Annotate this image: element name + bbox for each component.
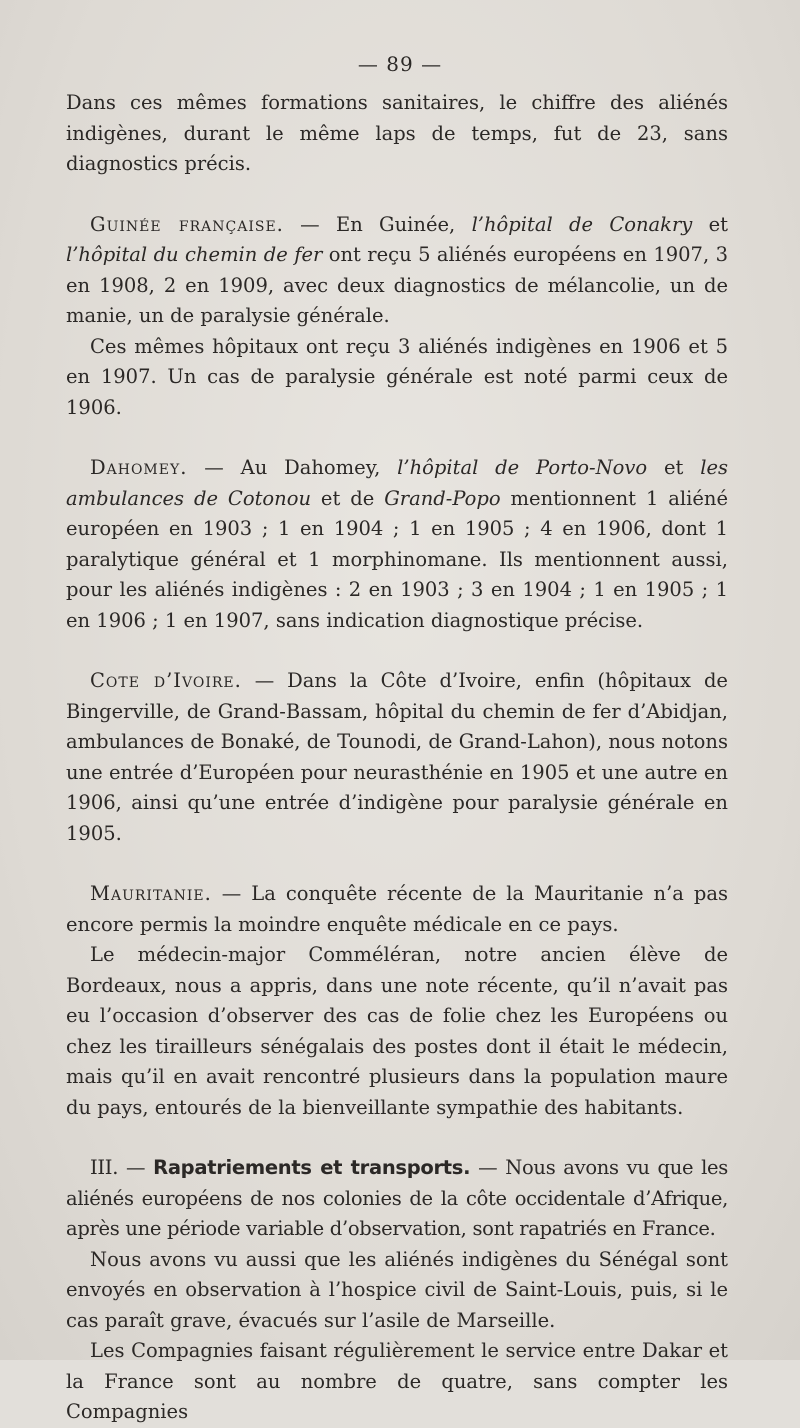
text-run: mentionnent 1 aliéné européen en 1903 ; 1 en 1904 ; 1 en 1905 ; 4 en 1906, dont 1 paralytique général et 1 morphinomane. Ils mentionnent aussi, pour les aliénés indigènes : 2 en 1903 ; 3 en 1904 ; 1 en 1905 ; 1 en 1906 ; 1 en 1907, sans indication diagnostique précise. [66, 486, 729, 632]
paragraph-guinee-indigenes: Ces mêmes hôpitaux ont reçu 3 aliénés indigènes en 1906 et 5 en 1907. Un cas de paralysie générale est noté parmi ceux de 1906. [66, 334, 728, 419]
section-number: III. — [90, 1156, 154, 1179]
section-heading-guinee: Guinée française. [90, 212, 284, 236]
section-title-rapatriements: Rapatriements et transports. [153, 1156, 471, 1179]
text-run: — Dans la Côte d’Ivoire, enfin (hôpitaux de Bingerville, de Grand-Bassam, hôpital du chemin de fer d’Abidjan, ambulances de Bonaké, de Tounodi, de Grand-Lahon), nous notons une entrée d’Européen pour neurasthénie en 1905 et une autre en 1906, ainsi qu’une entrée d’indigène pour paralysie générale en 1905. [66, 669, 728, 845]
text-run: — La conquête récente de la Mauritanie n’a pas encore permis la moindre enquête médicale en ce pays. [66, 882, 728, 936]
text-run: — Nous avons vu que les aliénés européens de nos colonies de la côte occidentale d’Afrique, après une période variable d’observation, sont rapatriés en France. [66, 1156, 728, 1240]
text-run: et de [311, 486, 385, 510]
italic-ambulances-cotonou: les ambulances de Cotonou [66, 456, 729, 510]
text-run: — En Guinée, [283, 212, 472, 236]
text-run: et [692, 212, 728, 236]
paragraph-mauritanie [66, 879, 728, 940]
paragraph-dahomey [66, 453, 728, 636]
paragraph-cote-ivoire [66, 666, 728, 849]
text-run: ont reçu 5 aliénés européens en 1907, 3 en 1908, 2 en 1909, avec deux diagnostics de mélancolie, un de manie, un de paralysie générale. [66, 243, 728, 327]
section-heading-dahomey: Dahomey. [90, 456, 188, 479]
page-number: — 89 — [357, 52, 443, 76]
paragraph-formations: Dans ces mêmes formations sanitaires, le chiffre des aliénés indigènes, durant le même laps de temps, fut de 23, sans diagnostics précis. [66, 91, 728, 175]
italic-grand-popo: Grand-Popo [384, 486, 501, 510]
italic-hospital-railway: l’hôpital du chemin de fer [66, 243, 323, 266]
text-run: — Au Dahomey, [187, 456, 398, 479]
section-heading-mauritanie: Mauritanie. [90, 882, 212, 905]
italic-hospital-conakry: l’hôpital de Conakry [471, 212, 693, 236]
paragraph-commeleran: Le médecin-major Comméléran, notre ancien élève de Bordeaux, nous a appris, dans une note récente, qu’il n’avait pas eu l’occasion d’observer des cas de folie chez les Européens ou chez les tirailleurs sénégalais des postes dont il était le médecin, mais qu’il en avait rencontré plusieurs dans la population maure du pays, entourés de la bienveillante sympathie des habitants. [66, 943, 728, 1119]
paragraph-guinee [66, 210, 728, 332]
body-text [66, 88, 728, 1428]
text-run: et [647, 456, 701, 479]
paragraph-rapatriements [66, 1153, 728, 1245]
italic-hospital-porto-novo: l’hôpital de Porto-Novo [397, 456, 648, 479]
paragraph-senegal: Nous avons vu aussi que les aliénés indigènes du Sénégal sont envoyés en observation à l’hospice civil de Saint-Louis, puis, si le cas paraît grave, évacués sur l’asile de Marseille. [66, 1247, 728, 1332]
section-heading-cote-ivoire: Cote d’Ivoire. [90, 669, 242, 692]
paragraph-compagnies: Les Compagnies faisant régulièrement le service entre Dakar et la France sont au nombre de quatre, sans compter les Compagnies [66, 1339, 728, 1423]
